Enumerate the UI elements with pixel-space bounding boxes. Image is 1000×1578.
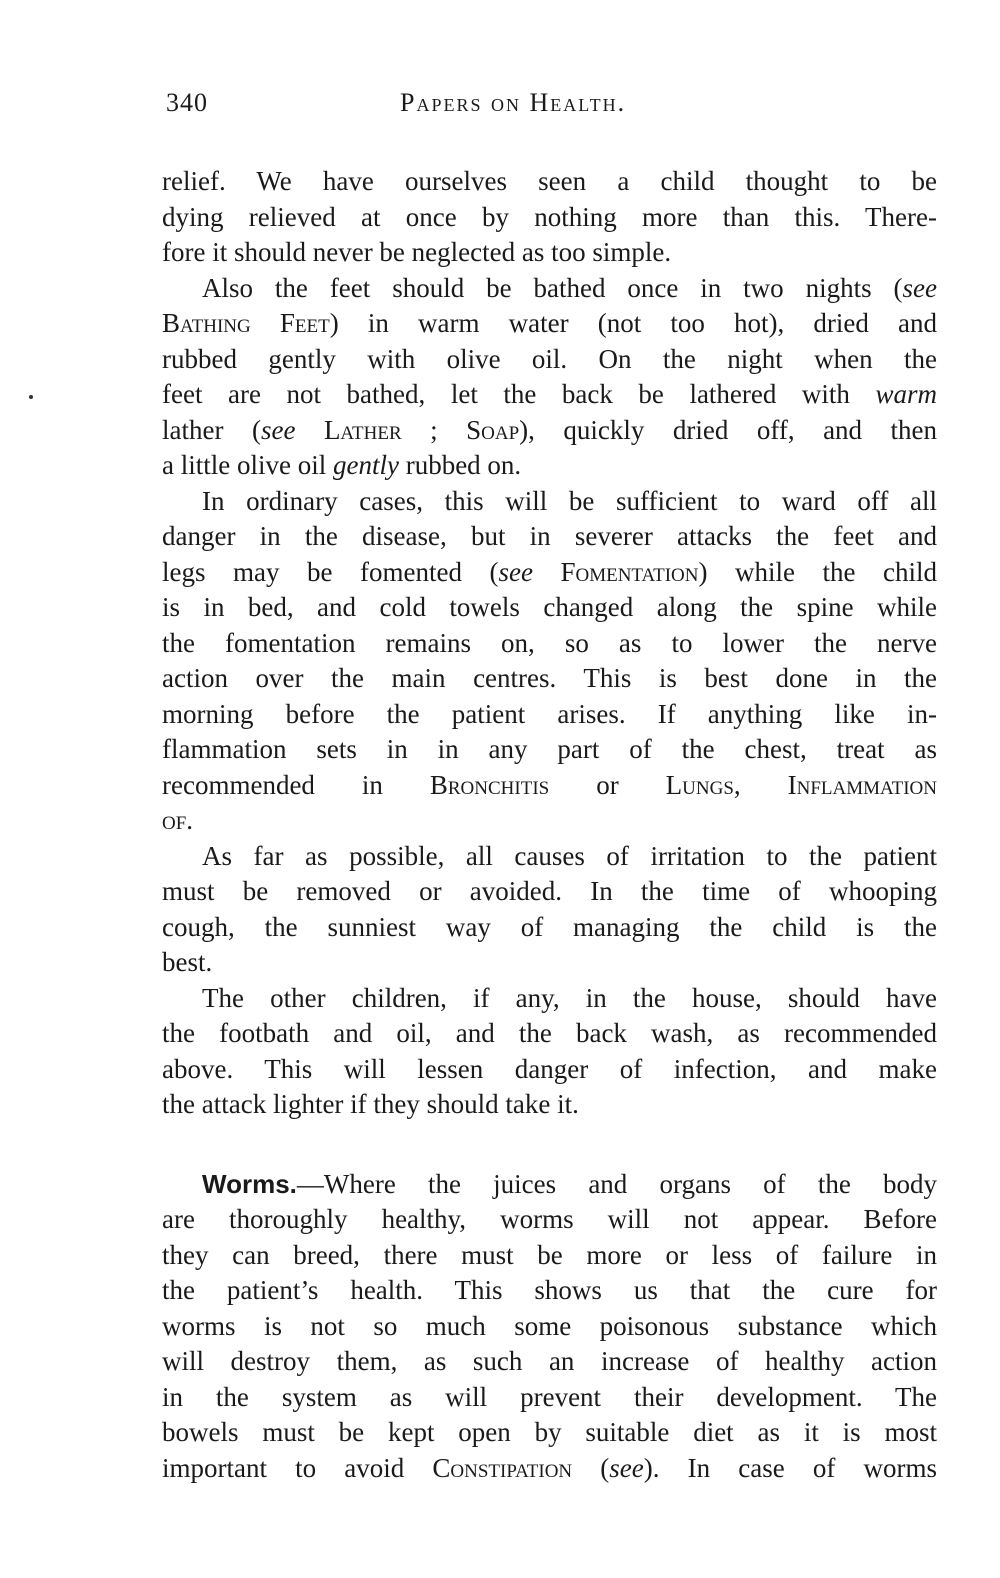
text-run: ). In case of worms <box>643 1452 938 1483</box>
text-line <box>162 448 937 484</box>
text-line: worms is not so much some poisonous substance which <box>162 1310 937 1341</box>
text-line: the footbath and oil, and the back wash, as recommended <box>162 1018 937 1048</box>
text-line <box>162 271 937 307</box>
text-line <box>162 413 937 449</box>
text-run: ( <box>572 1452 610 1483</box>
text-line: the fomentation remains on, so as to lower the nerve <box>162 627 937 658</box>
cross-reference: Bathing Feet <box>162 308 330 338</box>
page-number: 340 <box>166 88 208 117</box>
text-run: ), quickly dried off, and then <box>519 414 938 445</box>
cross-reference: Lather <box>323 414 402 445</box>
cross-reference: Soap <box>466 414 520 445</box>
text-line: As far as possible, all causes of irritation to the patient <box>202 840 937 871</box>
text-line: relief. We have ourselves seen a child thought to be <box>162 166 937 196</box>
cross-reference: Fomentation <box>560 556 699 587</box>
text-run: lather ( <box>162 414 261 445</box>
text-line <box>162 768 937 804</box>
text-run: a little olive oil <box>162 450 333 480</box>
section-gap <box>162 1123 937 1167</box>
text-run: ; <box>401 414 467 445</box>
margin-speck <box>29 395 33 399</box>
text-line: In ordinary cases, this will be sufficient to ward off all <box>202 485 937 516</box>
text-line: The other children, if any, in the house, should have <box>202 982 937 1013</box>
text-line: action over the main centres. This is best done in the <box>162 663 937 693</box>
text-run: —Where the juices and organs of the body <box>296 1168 937 1199</box>
text-line <box>162 306 937 342</box>
text-run: or <box>549 769 666 800</box>
see-reference: see <box>260 414 296 445</box>
cross-reference: of. <box>162 805 194 835</box>
text-line: they can breed, there must be more or less of failure in <box>162 1239 937 1270</box>
text-run: feet are not bathed, let the back be lathered with <box>162 379 876 409</box>
text-run <box>533 557 561 587</box>
text-line <box>162 555 937 591</box>
running-title: Papers on Health. <box>400 88 627 117</box>
text-line: will destroy them, as such an increase of healthy action <box>162 1346 937 1376</box>
text-line <box>162 803 937 839</box>
text-line: must be removed or avoided. In the time of whooping <box>162 876 937 906</box>
text-run: legs may be fomented ( <box>162 556 499 587</box>
text-line: cough, the sunniest way of managing the child is the <box>162 911 937 942</box>
text-line <box>162 1167 937 1203</box>
cross-reference: Bronchitis <box>429 769 550 800</box>
see-reference: see <box>902 272 937 303</box>
text-line: is in bed, and cold towels changed along the spine while <box>162 592 937 622</box>
body-text <box>162 164 937 1486</box>
text-run: recommended in <box>162 769 430 800</box>
text-line: rubbed gently with olive oil. On the night when the <box>162 343 937 374</box>
text-line <box>162 377 937 413</box>
entry-heading: Worms. <box>202 1168 297 1199</box>
text-run: ) in warm water (not too hot), dried and <box>329 308 937 338</box>
text-run: ) while the child <box>698 556 937 587</box>
see-reference: see <box>609 1452 644 1483</box>
text-line: are thoroughly healthy, worms will not appear. Before <box>162 1204 937 1234</box>
text-line <box>162 1451 937 1487</box>
text-line: in the system as will prevent their development. The <box>162 1381 937 1412</box>
book-page <box>162 88 937 1486</box>
text-line: morning before the patient arises. If anything like in- <box>162 698 937 729</box>
text-line: the attack lighter if they should take it. <box>162 1089 579 1119</box>
text-run: rubbed on. <box>398 450 522 480</box>
text-line: danger in the disease, but in severer attacks the feet and <box>162 521 937 551</box>
text-line: best. <box>162 947 213 977</box>
text-run: Also the feet should be bathed once in two nights ( <box>202 272 903 303</box>
cross-reference: Constipation <box>432 1452 573 1483</box>
running-head <box>162 88 937 128</box>
text-line: the patient’s health. This shows us that the cure for <box>162 1275 937 1305</box>
text-line: above. This will lessen danger of infection, and make <box>162 1053 937 1084</box>
see-reference: see <box>498 556 533 587</box>
emphasis: warm <box>875 379 937 409</box>
text-line: dying relieved at once by nothing more than this. There- <box>162 201 937 232</box>
text-line: bowels must be kept open by suitable diet as it is most <box>162 1417 937 1447</box>
text-run: important to avoid <box>162 1452 433 1483</box>
text-line: flammation sets in in any part of the chest, treat as <box>162 734 937 764</box>
text-line: fore it should never be neglected as too simple. <box>162 237 672 267</box>
emphasis: gently <box>332 450 399 480</box>
text-run <box>295 415 324 445</box>
cross-reference: Lungs, Inflammation <box>665 769 937 800</box>
